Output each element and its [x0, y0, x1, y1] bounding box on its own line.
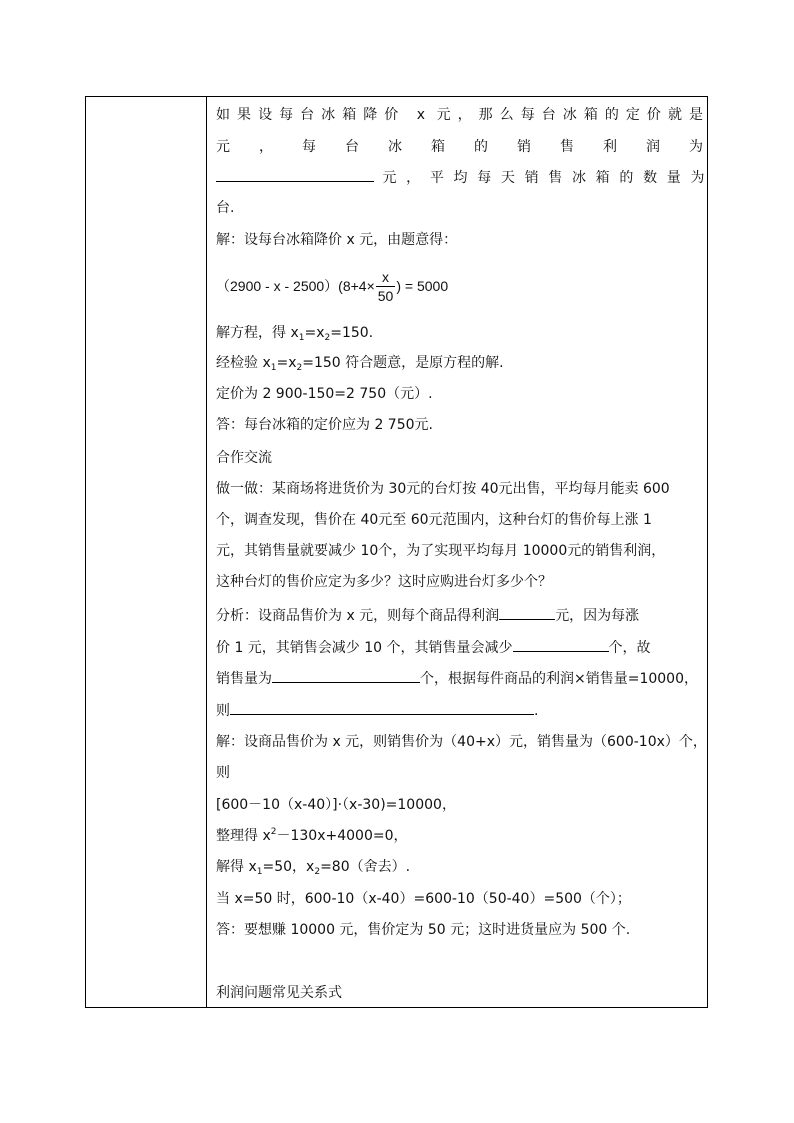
- answer-blank-equation[interactable]: [230, 700, 534, 715]
- text-line-1: 如果设每台冰箱降价 x 元，那么每台冰箱的定价就是: [216, 107, 703, 123]
- l19-part-a: 则: [216, 703, 230, 719]
- fraction-numerator: x: [382, 268, 390, 285]
- l23-part-a: 整理得 x: [216, 828, 271, 844]
- answer-blank-decrease[interactable]: [513, 637, 609, 652]
- l7-part-b: =x: [304, 325, 325, 341]
- text-line-10: 答：每台冰箱的定价应为 2 750元.: [216, 417, 433, 433]
- text-line-26: 答：要想赚 10000 元，售价定为 50 元；这时进货量应为 500 个.: [216, 922, 631, 938]
- equation-fraction: [376, 268, 396, 305]
- subscript-2: 2: [324, 333, 331, 343]
- text-line-21: 则: [216, 765, 230, 781]
- l16-part-a: 分析：设商品售价为 x 元，则每个商品得利润: [216, 608, 500, 624]
- text-line-20: 解：设商品售价为 x 元，则销售价为（40+x）元，销售量为（600-10x）个，: [216, 734, 707, 750]
- l18-part-b: 个，根据每件商品的利润×销售量=10000，: [420, 671, 698, 687]
- text-line-9: 定价为 2 900-150=2 750（元）.: [216, 386, 433, 402]
- l19-part-b: .: [534, 703, 539, 719]
- l24-part-c: =80（舍去）.: [320, 859, 411, 875]
- text-line-18: [216, 668, 698, 689]
- subscript-2: 2: [296, 363, 303, 373]
- content-cell: [216, 97, 707, 1007]
- text-line-24: [216, 857, 410, 877]
- text-line-19: [216, 700, 538, 721]
- l7-part-a: 解方程，得 x: [216, 325, 299, 341]
- subscript-1: 1: [256, 867, 263, 877]
- text-line-7: [216, 323, 373, 343]
- l18-part-a: 销售量为: [216, 671, 272, 687]
- text-line-5: 解：设每台冰箱降价 x 元，由题意得：: [216, 232, 458, 248]
- text-line-16: [216, 605, 639, 626]
- text-line-27: 利润问题常见关系式: [216, 985, 342, 1001]
- left-column-cell: [86, 97, 207, 1007]
- text-line-3-tail: 元，平均每天销售冰箱的数量为: [382, 170, 705, 186]
- equation: [216, 264, 448, 308]
- text-line-17: [216, 637, 651, 658]
- text-line-4: 台.: [216, 200, 235, 216]
- l17-part-b: 个，故: [608, 640, 651, 656]
- text-line-22: [600－10（x-40）]·（x-30)=10000，: [216, 797, 456, 813]
- l17-part-a: 价 1 元，其销售会减少 10 个，其销售量会减少: [216, 640, 513, 656]
- superscript-2: 2: [270, 827, 277, 837]
- l8-part-a: 经检验 x: [216, 355, 271, 371]
- text-line-11: 合作交流: [216, 450, 272, 466]
- text-line-25: 当 x=50 时，600-10（x-40）=600-10（50-40）=500（个）；: [216, 891, 631, 907]
- equation-left: （2900 - x - 2500）(8+4×: [216, 278, 375, 294]
- equation-right: ) = 5000: [396, 278, 449, 294]
- text-line-15: 这种台灯的售价应定为多少？这时应购进台灯多少个？: [216, 574, 552, 590]
- l8-part-b: =x: [276, 355, 297, 371]
- l8-part-c: =150 符合题意，是原方程的解.: [302, 355, 504, 371]
- text-line-23: [216, 826, 408, 846]
- answer-blank-profit[interactable]: [216, 167, 374, 182]
- text-line-3: [216, 167, 703, 188]
- fraction-denominator: 50: [377, 287, 394, 304]
- text-line-8: [216, 353, 504, 373]
- text-line-14: 元，其销售量就要减少 10个，为了实现平均每月 10000元的销售利润，: [216, 543, 666, 559]
- l7-part-c: =150.: [330, 325, 374, 341]
- lesson-table: [85, 96, 708, 1008]
- l24-part-a: 解得 x: [216, 859, 257, 875]
- subscript-1: 1: [298, 333, 305, 343]
- answer-blank-unit-profit[interactable]: [499, 605, 555, 620]
- subscript-2: 2: [314, 867, 321, 877]
- answer-blank-sales[interactable]: [272, 668, 420, 683]
- subscript-1: 1: [270, 363, 277, 373]
- text-line-12: 做一做：某商场将进货价为 30元的台灯按 40元出售，平均每月能卖 600: [216, 481, 670, 497]
- text-line-2: 元，每台冰箱的销售利润为: [216, 139, 703, 155]
- l16-part-b: 元，因为每涨: [555, 608, 640, 624]
- l23-part-b: －130x+4000=0，: [276, 828, 408, 844]
- l24-part-b: =50，x: [262, 859, 315, 875]
- text-line-13: 个，调查发现，售价在 40元至 60元范围内，这种台灯的售价每上涨 1: [216, 512, 652, 528]
